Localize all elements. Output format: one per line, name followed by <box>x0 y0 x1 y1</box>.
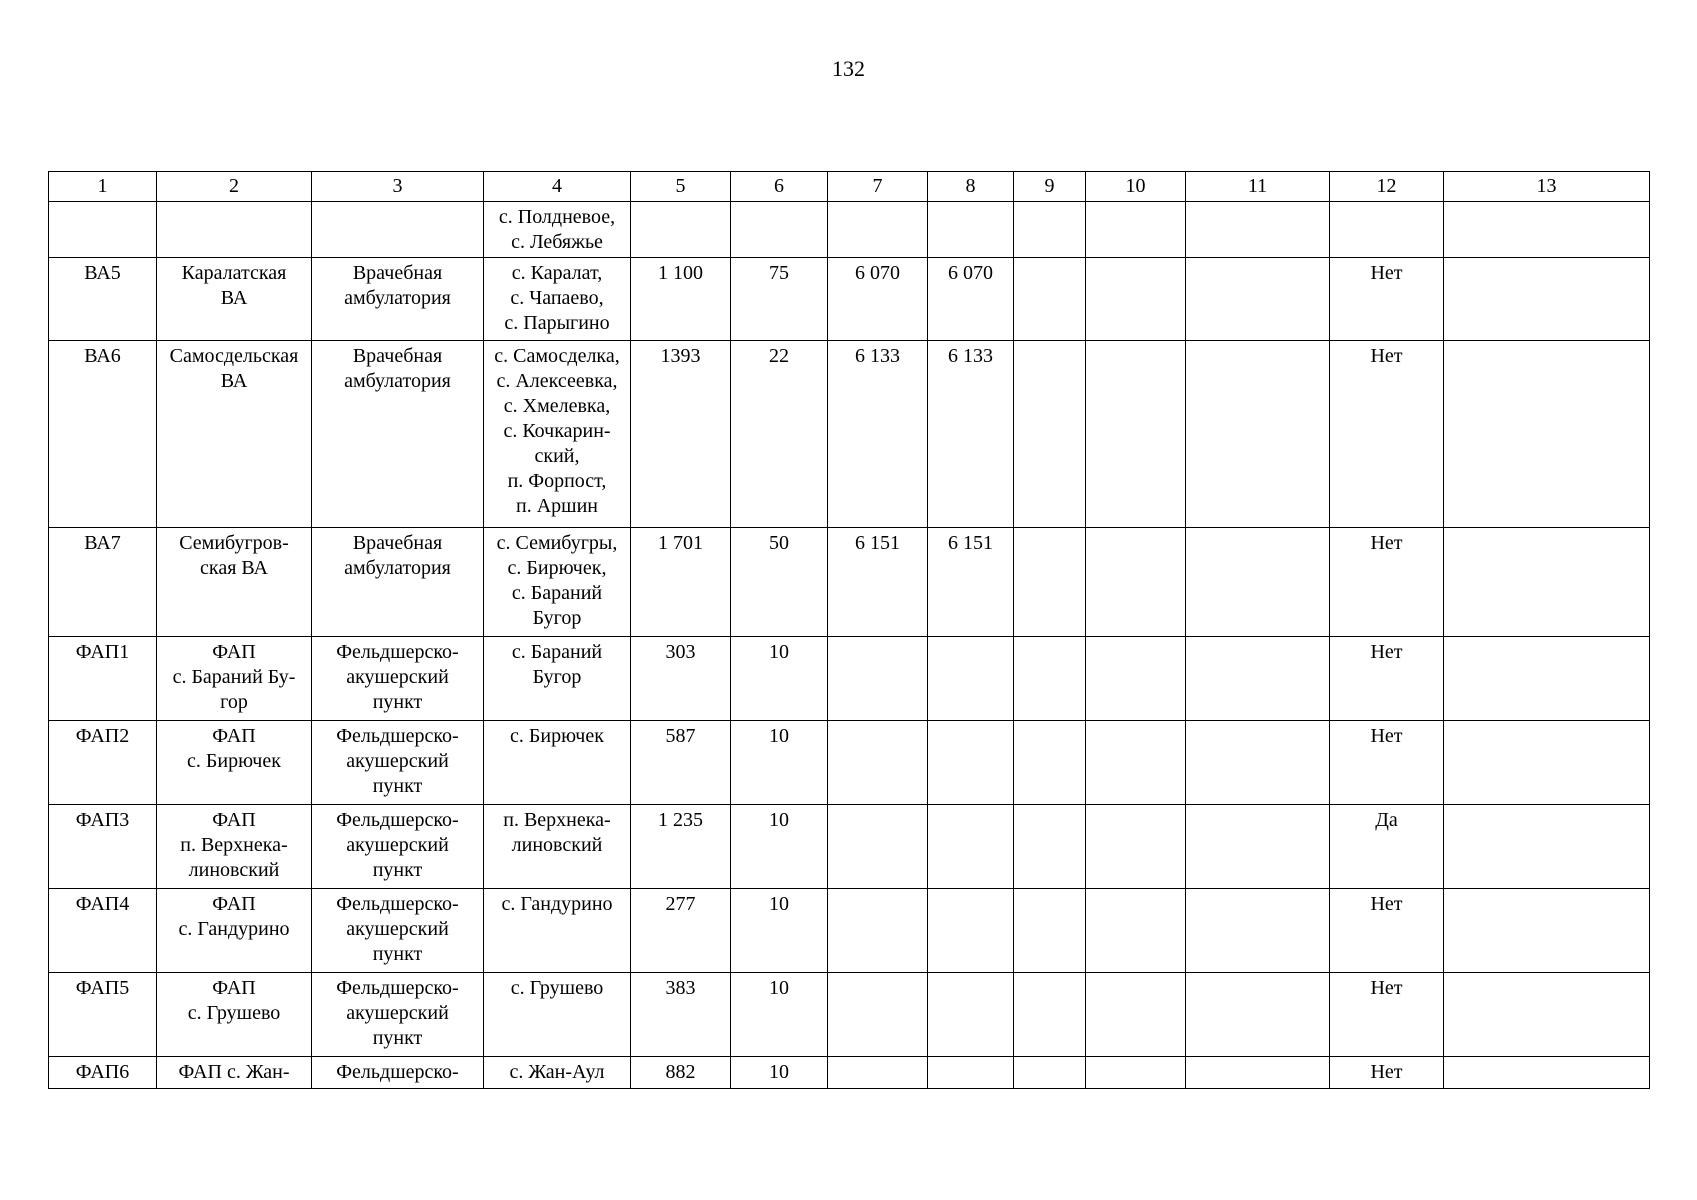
table-cell: с. Семибугры, с. Бирючек, с. Бараний Бугор <box>484 528 631 637</box>
table-cell: 6 133 <box>928 341 1014 528</box>
table-cell <box>1186 528 1330 637</box>
table-cell: с. Каралат, с. Чапаево, с. Парыгино <box>484 258 631 341</box>
column-number: 13 <box>1444 172 1650 202</box>
table-cell: Нет <box>1330 258 1444 341</box>
table-cell: с. Самосделка, с. Алексеевка, с. Хмелевка, с. Кочкарин- ский, п. Форпост, п. Аршин <box>484 341 631 528</box>
table-cell <box>1086 1057 1186 1089</box>
table-cell: Да <box>1330 805 1444 889</box>
table-cell: с. Жан-Аул <box>484 1057 631 1089</box>
table-cell: 6 151 <box>928 528 1014 637</box>
table-cell: 1 235 <box>631 805 731 889</box>
table-cell: 1 701 <box>631 528 731 637</box>
column-number: 8 <box>928 172 1014 202</box>
table-cell: Самосдельская ВА <box>157 341 312 528</box>
table-cell <box>1014 202 1086 258</box>
table-cell <box>828 805 928 889</box>
table-row <box>49 202 1650 258</box>
table-cell <box>631 202 731 258</box>
table-cell <box>1444 805 1650 889</box>
table-cell: с. Грушево <box>484 973 631 1057</box>
table-cell: Нет <box>1330 973 1444 1057</box>
table-row <box>49 637 1650 721</box>
table-cell <box>1014 258 1086 341</box>
table-cell <box>828 202 928 258</box>
table-cell <box>828 637 928 721</box>
table-cell <box>1086 202 1186 258</box>
table-cell <box>1086 528 1186 637</box>
table-cell <box>1186 637 1330 721</box>
table-cell: 6 070 <box>928 258 1014 341</box>
table-cell <box>1014 341 1086 528</box>
table-cell: Фельдшерско- акушерский пункт <box>312 889 484 973</box>
table-cell: 383 <box>631 973 731 1057</box>
table-cell <box>1186 889 1330 973</box>
column-number-row <box>49 172 1650 202</box>
table-cell <box>1330 202 1444 258</box>
column-number: 11 <box>1186 172 1330 202</box>
table-cell: Врачебная амбулатория <box>312 341 484 528</box>
column-number: 9 <box>1014 172 1086 202</box>
table-cell <box>1014 528 1086 637</box>
table-cell: 882 <box>631 1057 731 1089</box>
table-cell: ВА7 <box>49 528 157 637</box>
table-row <box>49 1057 1650 1089</box>
table-cell <box>1014 805 1086 889</box>
table-cell: 10 <box>731 637 828 721</box>
table-row <box>49 721 1650 805</box>
table-cell <box>1444 1057 1650 1089</box>
page-number: 132 <box>832 56 865 81</box>
table-cell: 75 <box>731 258 828 341</box>
table-cell <box>1086 258 1186 341</box>
table-cell: ФАП5 <box>49 973 157 1057</box>
table-cell <box>1186 721 1330 805</box>
table-cell <box>1186 258 1330 341</box>
table-cell <box>1014 721 1086 805</box>
table-cell: Фельдшерско- <box>312 1057 484 1089</box>
table-cell: 587 <box>631 721 731 805</box>
table-cell <box>1444 528 1650 637</box>
column-number: 12 <box>1330 172 1444 202</box>
table-cell: Нет <box>1330 528 1444 637</box>
table-cell <box>1086 973 1186 1057</box>
table-cell <box>1014 637 1086 721</box>
table-cell: Нет <box>1330 1057 1444 1089</box>
table-cell <box>1086 341 1186 528</box>
table-cell <box>828 1057 928 1089</box>
table-cell: ФАП с. Грушево <box>157 973 312 1057</box>
table-cell: Семибугров- ская ВА <box>157 528 312 637</box>
table-cell: с. Бирючек <box>484 721 631 805</box>
table-cell: ФАП с. Бараний Бу- гор <box>157 637 312 721</box>
table-cell <box>1444 637 1650 721</box>
table-cell <box>828 973 928 1057</box>
column-number: 1 <box>49 172 157 202</box>
table-cell: 1393 <box>631 341 731 528</box>
table-cell: ФАП1 <box>49 637 157 721</box>
table-cell <box>1444 721 1650 805</box>
table-row <box>49 528 1650 637</box>
table-cell: Фельдшерско- акушерский пункт <box>312 973 484 1057</box>
table-cell: п. Верхнека- линовский <box>484 805 631 889</box>
table-cell: Нет <box>1330 889 1444 973</box>
table-cell: Нет <box>1330 637 1444 721</box>
column-number: 5 <box>631 172 731 202</box>
table-cell: 303 <box>631 637 731 721</box>
table-cell: 6 133 <box>828 341 928 528</box>
table-cell <box>49 202 157 258</box>
table-cell <box>1186 973 1330 1057</box>
table-cell <box>928 973 1014 1057</box>
facilities-table <box>48 171 1650 1089</box>
table-cell <box>828 889 928 973</box>
table-cell <box>828 721 928 805</box>
table-cell: 6 070 <box>828 258 928 341</box>
table-cell: 22 <box>731 341 828 528</box>
table-cell <box>1014 889 1086 973</box>
column-number: 2 <box>157 172 312 202</box>
table-cell <box>1444 341 1650 528</box>
table-cell <box>1086 637 1186 721</box>
column-number: 7 <box>828 172 928 202</box>
table-cell: Нет <box>1330 721 1444 805</box>
table-cell <box>928 805 1014 889</box>
table-cell: ФАП3 <box>49 805 157 889</box>
table-cell: Фельдшерско- акушерский пункт <box>312 637 484 721</box>
table-cell: Врачебная амбулатория <box>312 528 484 637</box>
table-cell: 50 <box>731 528 828 637</box>
table-cell: 6 151 <box>828 528 928 637</box>
table-cell <box>157 202 312 258</box>
table-cell <box>1444 258 1650 341</box>
table-cell: с. Бараний Бугор <box>484 637 631 721</box>
table-cell: ФАП2 <box>49 721 157 805</box>
table-cell: ФАП4 <box>49 889 157 973</box>
table-cell: 10 <box>731 721 828 805</box>
table-cell: ФАП с. Гандурино <box>157 889 312 973</box>
table-cell: ФАП с. Бирючек <box>157 721 312 805</box>
table-cell: ВА5 <box>49 258 157 341</box>
table-row <box>49 805 1650 889</box>
table-cell: ФАП6 <box>49 1057 157 1089</box>
table-cell <box>1014 973 1086 1057</box>
table-cell: 10 <box>731 889 828 973</box>
column-number: 6 <box>731 172 828 202</box>
table-cell: 277 <box>631 889 731 973</box>
table-row <box>49 258 1650 341</box>
table-row <box>49 341 1650 528</box>
table-cell <box>1186 1057 1330 1089</box>
table-cell <box>928 889 1014 973</box>
table-cell: Каралатская ВА <box>157 258 312 341</box>
table-cell: ФАП с. Жан- <box>157 1057 312 1089</box>
table-cell <box>1086 889 1186 973</box>
column-number: 10 <box>1086 172 1186 202</box>
table-cell: 10 <box>731 973 828 1057</box>
table-cell <box>1444 889 1650 973</box>
table-cell <box>1086 721 1186 805</box>
table-cell <box>1186 341 1330 528</box>
column-number: 4 <box>484 172 631 202</box>
table-cell <box>1086 805 1186 889</box>
table-cell <box>1014 1057 1086 1089</box>
table-cell <box>928 637 1014 721</box>
table-cell: с. Гандурино <box>484 889 631 973</box>
table-cell: ВА6 <box>49 341 157 528</box>
table-cell <box>928 202 1014 258</box>
table-cell <box>1186 202 1330 258</box>
table-cell: Нет <box>1330 341 1444 528</box>
table-cell: 10 <box>731 1057 828 1089</box>
table-cell: Врачебная амбулатория <box>312 258 484 341</box>
table-cell <box>731 202 828 258</box>
table-cell: Фельдшерско- акушерский пункт <box>312 805 484 889</box>
table-cell <box>1444 973 1650 1057</box>
table-cell <box>928 1057 1014 1089</box>
table-cell <box>928 721 1014 805</box>
table-cell <box>312 202 484 258</box>
table-cell: с. Полдневое, с. Лебяжье <box>484 202 631 258</box>
table-cell: Фельдшерско- акушерский пункт <box>312 721 484 805</box>
table-cell: 1 100 <box>631 258 731 341</box>
column-number: 3 <box>312 172 484 202</box>
table-row <box>49 889 1650 973</box>
table-row <box>49 973 1650 1057</box>
table-cell <box>1444 202 1650 258</box>
table-cell <box>1186 805 1330 889</box>
table-cell: 10 <box>731 805 828 889</box>
table-cell: ФАП п. Верхнека- линовский <box>157 805 312 889</box>
